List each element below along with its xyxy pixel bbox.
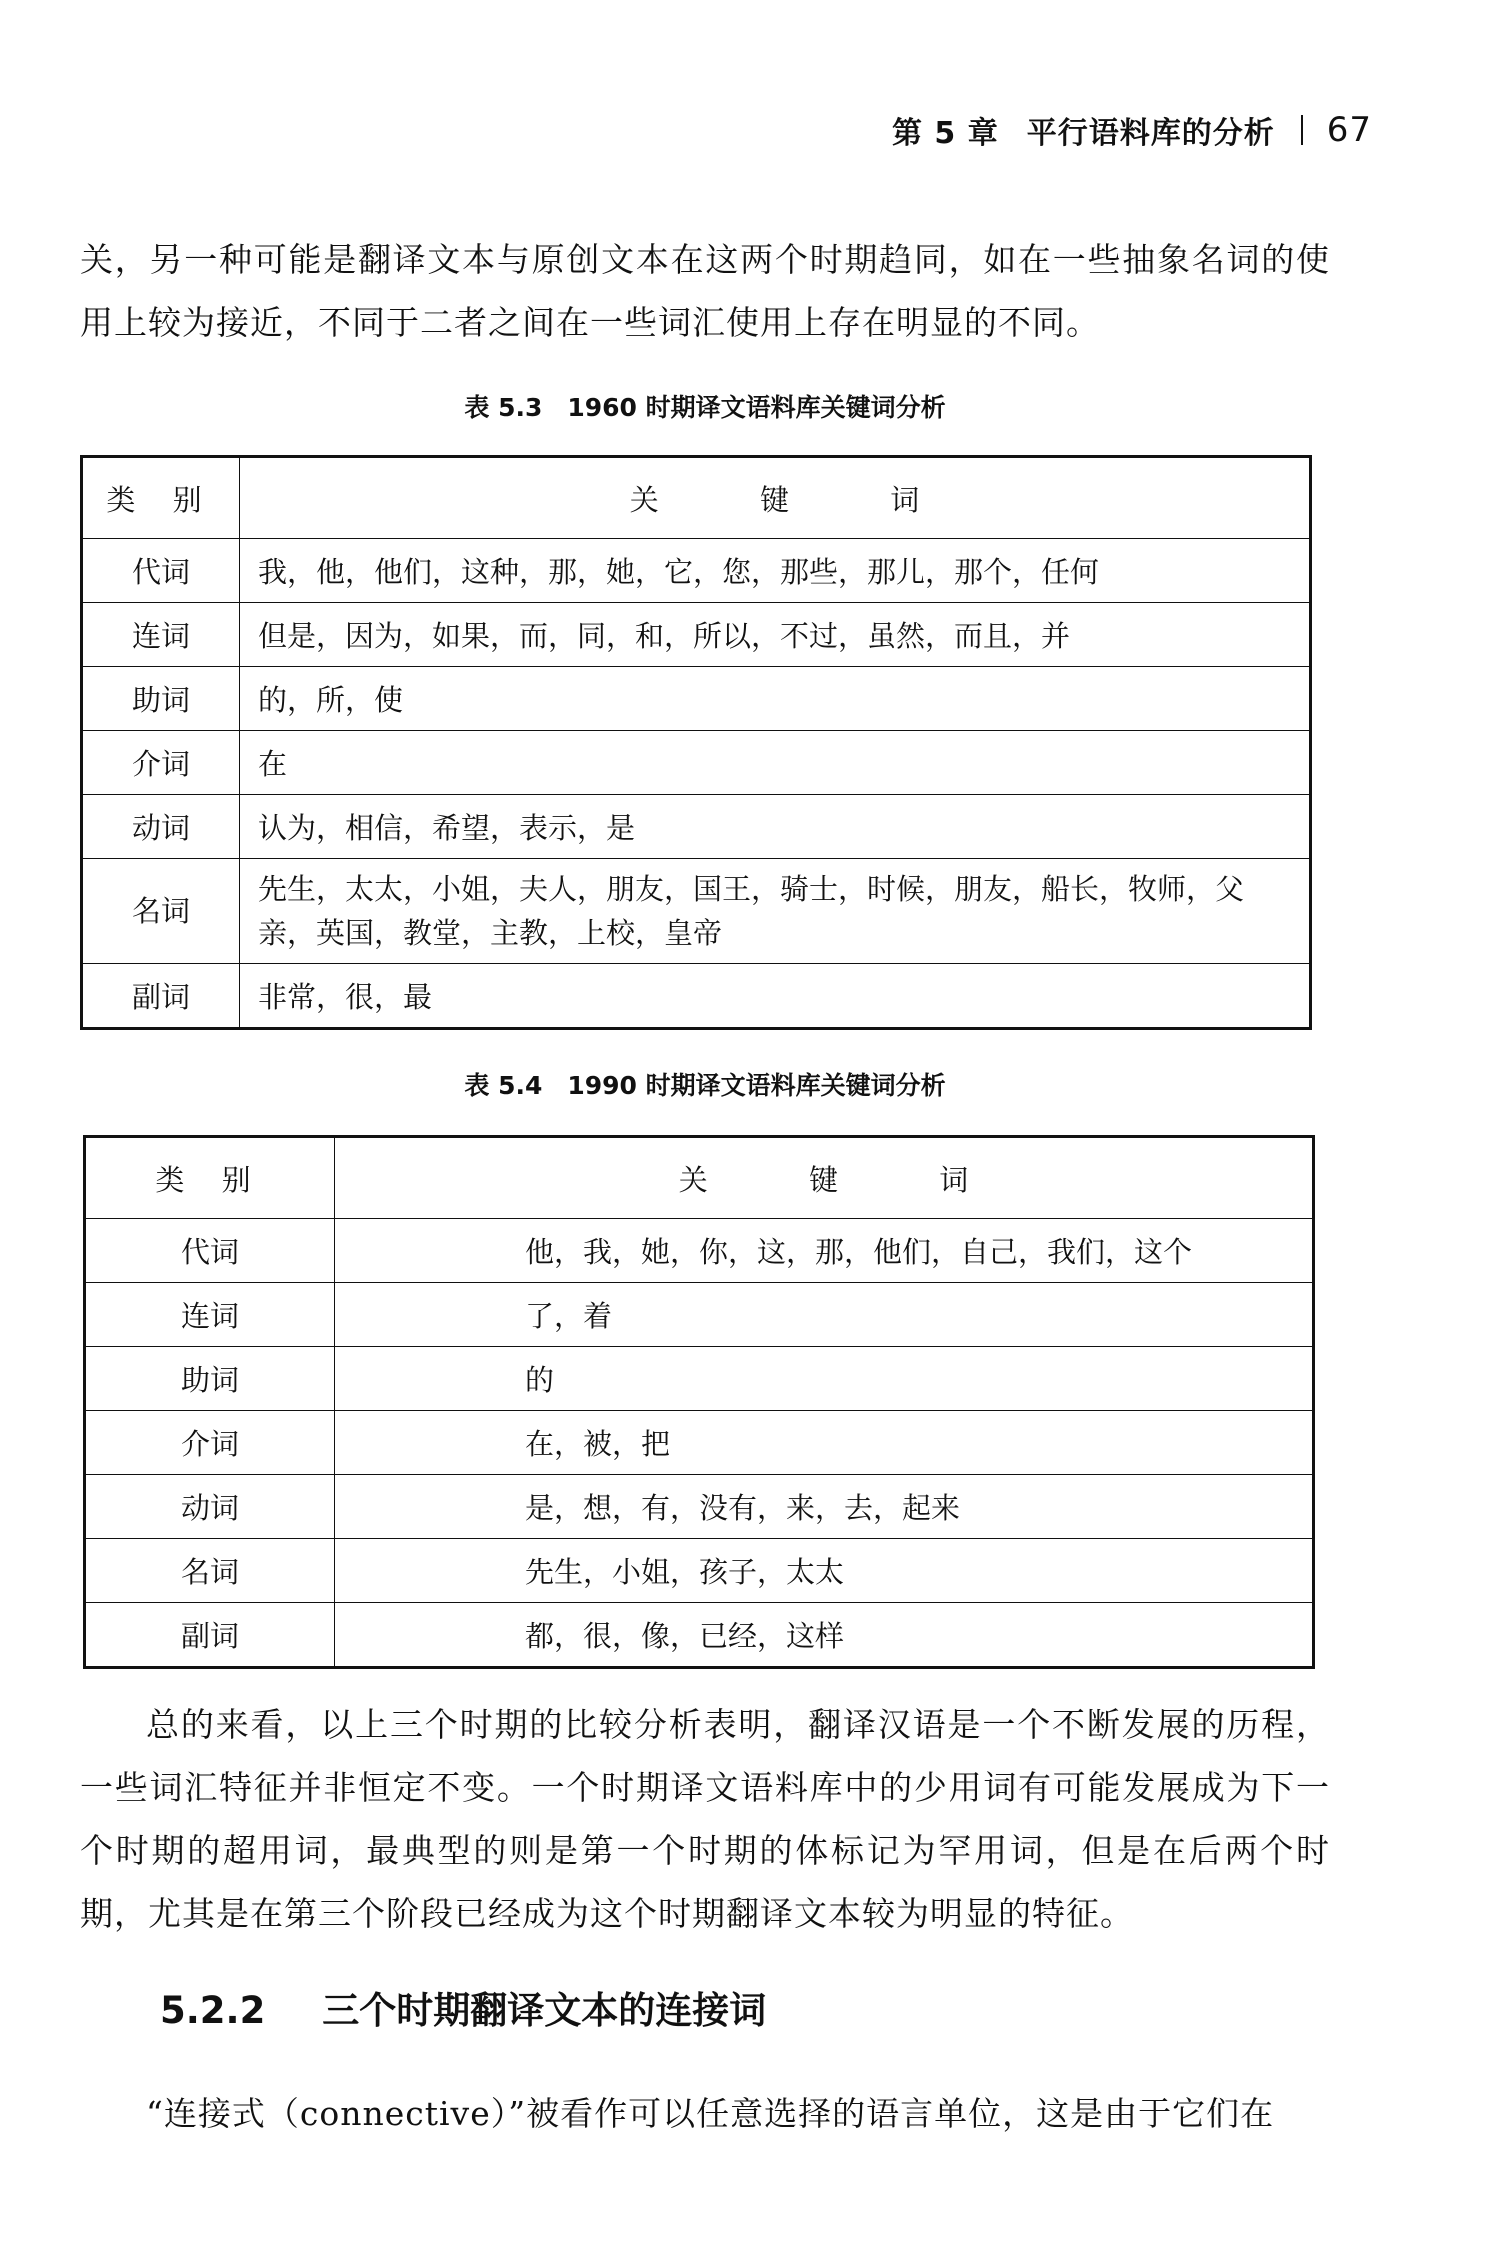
category-cell: 代词 — [82, 539, 240, 603]
table-row — [85, 1603, 1314, 1668]
table-row — [85, 1219, 1314, 1283]
chapter-title: 平行语料库的分析 — [1026, 116, 1275, 151]
keywords-cell: 的 — [335, 1347, 1314, 1411]
table-5-4 — [83, 1135, 1315, 1669]
table-row — [82, 859, 1311, 964]
page-number: 67 — [1326, 110, 1372, 150]
keywords-cell: 先生，太太，小姐，夫人，朋友，国王，骑士，时候，朋友，船长，牧师，父亲，英国，教堂，主教，上校，皇帝 — [240, 859, 1311, 964]
table-row — [85, 1347, 1314, 1411]
category-cell: 动词 — [82, 795, 240, 859]
header-keyword-char: 键 — [808, 1162, 838, 1197]
table-row — [82, 964, 1311, 1029]
paragraph-3: “连接式（connective）”被看作可以任意选择的语言单位，这是由于它们在 — [146, 2094, 1275, 2133]
header-keyword-char: 词 — [939, 1162, 969, 1197]
section-number: 5.2.2 — [160, 1989, 266, 2032]
header-keyword-char: 关 — [678, 1162, 708, 1197]
category-cell: 动词 — [85, 1475, 335, 1539]
category-cell: 副词 — [85, 1603, 335, 1668]
category-cell: 名词 — [85, 1539, 335, 1603]
table-row — [85, 1411, 1314, 1475]
header-category: 类 别 — [85, 1137, 335, 1219]
category-cell: 助词 — [85, 1347, 335, 1411]
table-row — [82, 731, 1311, 795]
keywords-cell: 都，很，像，已经，这样 — [335, 1603, 1314, 1668]
keywords-cell: 了，着 — [335, 1283, 1314, 1347]
chapter-label: 第 5 章 — [891, 116, 999, 151]
keywords-cell: 非常，很，最 — [240, 964, 1311, 1029]
header-keywords — [335, 1137, 1314, 1219]
paragraph-1: 关，另一种可能是翻译文本与原创文本在这两个时期趋同，如在一些抽象名词的使用上较为接近，不同于二者之间在一些词汇使用上存在明显的不同。 — [80, 240, 1330, 342]
keywords-cell: 他，我，她，你，这，那，他们，自己，我们，这个 — [335, 1219, 1314, 1283]
category-cell: 介词 — [82, 731, 240, 795]
category-cell: 连词 — [82, 603, 240, 667]
category-cell: 连词 — [85, 1283, 335, 1347]
keywords-cell: 先生，小姐，孩子，太太 — [335, 1539, 1314, 1603]
table-row — [82, 667, 1311, 731]
keywords-cell: 在，被，把 — [335, 1411, 1314, 1475]
keywords-cell: 在 — [240, 731, 1311, 795]
table-row — [82, 603, 1311, 667]
table-5-3 — [80, 455, 1312, 1030]
running-head — [892, 108, 1372, 152]
keywords-cell: 我，他，他们，这种，那，她，它，您，那些，那儿，那个，任何 — [240, 539, 1311, 603]
table-row — [85, 1283, 1314, 1347]
table-row — [85, 1475, 1314, 1539]
section-heading — [160, 1980, 766, 2034]
keywords-cell: 是，想，有，没有，来，去，起来 — [335, 1475, 1314, 1539]
table-row — [85, 1539, 1314, 1603]
table-5-4-caption: 表 5.4 1990 时期译文语料库关键词分析 — [464, 1071, 946, 1100]
category-cell: 助词 — [82, 667, 240, 731]
category-cell: 副词 — [82, 964, 240, 1029]
table-row — [82, 795, 1311, 859]
table-row — [82, 539, 1311, 603]
keywords-cell: 的，所，使 — [240, 667, 1311, 731]
section-title: 三个时期翻译文本的连接词 — [322, 1989, 767, 2032]
table-5-3-caption: 表 5.3 1960 时期译文语料库关键词分析 — [464, 393, 946, 422]
header-keyword-char: 键 — [759, 482, 789, 517]
table-header-row — [82, 457, 1311, 539]
category-cell: 名词 — [82, 859, 240, 964]
header-category: 类 别 — [82, 457, 240, 539]
table-header-row — [85, 1137, 1314, 1219]
header-keyword-char: 词 — [890, 482, 920, 517]
keywords-cell: 但是，因为，如果，而，同，和，所以，不过，虽然，而且，并 — [240, 603, 1311, 667]
category-cell: 代词 — [85, 1219, 335, 1283]
header-keyword-char: 关 — [629, 482, 659, 517]
paragraph-2: 总的来看，以上三个时期的比较分析表明，翻译汉语是一个不断发展的历程，一些词汇特征并非恒定不变。一个时期译文语料库中的少用词有可能发展成为下一个时期的超用词，最典型的则是第一个时期的体标记为罕用词，但是在后两个时期，尤其是在第三个阶段已经成为这个时期翻译文本较为明显的特征。 — [80, 1705, 1330, 1933]
header-keywords — [240, 457, 1311, 539]
header-divider — [1301, 115, 1303, 145]
category-cell: 介词 — [85, 1411, 335, 1475]
keywords-cell: 认为，相信，希望，表示，是 — [240, 795, 1311, 859]
